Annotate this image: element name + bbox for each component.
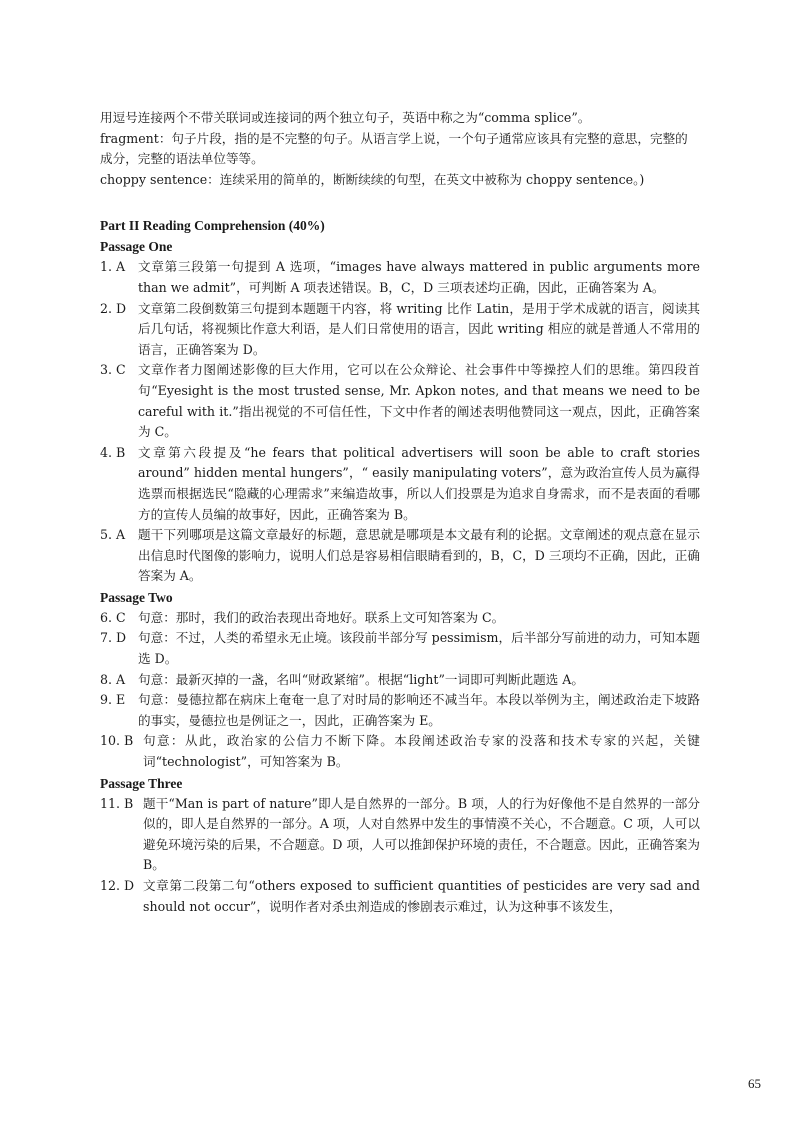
answer-explanation: 文章作者力图阐述影像的巨大作用，它可以在公众辩论、社会事件中等操控人们的思维。第四段首句“Eyesight is the most trusted sense, Mr. Apkon notes, and that means we need to be careful with it.”指出视觉的不可信任性，下文中作者的阐述表明他赞同这一观点，因此，正确答案为 C。	[138, 362, 700, 440]
answer-item	[100, 360, 700, 442]
answer-number: 12. D	[100, 878, 135, 893]
intro-line: 用逗号连接两个不带关联词或连接词的两个独立句子，英语中称之为“comma splice”。	[100, 110, 591, 125]
answer-item	[100, 670, 700, 691]
answer-explanation: 文章第二段倒数第三句提到本题题干内容，将 writing 比作 Latin，是用于学术成就的语言，阅读其后几句话，将视频比作意大利语，是人们日常使用的语言，因此 writing 相应的就是普通人不常用的语言，正确答案为 D。	[138, 300, 700, 357]
answer-number: 1. A	[100, 259, 126, 275]
answer-number: 5. A	[100, 527, 126, 543]
answer-item	[100, 608, 700, 629]
answer-explanation: 句意：曼德拉都在病床上奄奄一息了对时局的影响还不减当年。本段以举例为主，阐述政治走下坡路的事实，曼德拉也是例证之一，因此，正确答案为 E。	[138, 692, 700, 728]
page-number: 65	[748, 1076, 761, 1091]
answer-item	[100, 794, 700, 876]
answer-explanation: 题干“Man is part of nature”即人是自然界的一部分。B 项，人的行为好像他不是自然界的一部分似的，即人是自然界的一部分。A 项，人对自然界中发生的事情漠不关心，不合题意。C 项，人可以避免环境污染的后果，不合题意。D 项，人可以推卸保护环境的责任，不合题意。因此，正确答案为 B。	[143, 795, 700, 873]
answer-item	[100, 690, 700, 731]
answer-number: 6. C	[100, 609, 126, 625]
answer-number: 3. C	[100, 362, 126, 378]
answer-explanation: 文章第六段提及“he fears that political advertisers will soon be able to craft stories around” hidden mental hungers”，“ easily manipulating voters”，意为政治宣传人员为赢得选票而根据选民“隐藏的心理需求”来编造故事，所以人们投票是为追求自身需求，而不是表面的看哪方的宣传人员编的故事好，因此，正确答案为 B。	[138, 444, 700, 522]
passage-title: Passage Three	[100, 775, 183, 791]
intro-line: fragment：句子片段，指的是不完整的句子。从语言学上说，一个句子通常应该具有完整的意思，完整的成分，完整的语法单位等等。	[100, 130, 688, 167]
answer-explanation: 题干下列哪项是这篇文章最好的标题，意思就是哪项是本文最有利的论据。文章阐述的观点意在显示出信息时代图像的影响力，说明人们总是容易相信眼睛看到的，B，C，D 三项均不正确，因此，正确答案为 A。	[138, 527, 700, 584]
answer-item	[100, 731, 700, 772]
intro-line: choppy sentence：连续采用的简单的，断断续续的句型，在英文中被称为 choppy sentence。)	[100, 171, 645, 187]
page-content	[100, 108, 700, 917]
answer-item	[100, 628, 700, 669]
answer-number: 4. B	[100, 444, 126, 460]
answer-item	[100, 299, 700, 361]
answer-explanation: 句意：不过，人类的希望永无止境。该段前半部分写 pessimism，后半部分写前进的动力，可知本题选 D。	[138, 630, 701, 667]
answer-explanation: 句意：从此，政治家的公信力不断下降。本段阐述政治专家的没落和技术专家的兴起，关键词“technologist”，可知答案为 B。	[143, 733, 700, 770]
part-title: Part II Reading Comprehension (40%)	[100, 218, 325, 234]
answer-explanation: 句意：最新灭掉的一盏，名叫“财政紧缩”。根据“light”一词即可判断此题选 A。	[138, 671, 584, 687]
intro-notes	[100, 108, 700, 190]
answer-number: 11. B	[100, 795, 134, 811]
answer-explanation: 文章第三段第一句提到 A 选项，“images have always mattered in public arguments more than we admit”，可判断 A 项表述错误。B，C，D 三项表述均正确，因此，正确答案为 A。	[138, 259, 700, 295]
answer-item	[100, 443, 700, 525]
answer-item	[100, 876, 700, 917]
answer-number: 10. B	[100, 733, 134, 749]
answer-number: 7. D	[100, 630, 127, 646]
answer-number: 9. E	[100, 692, 126, 708]
answer-item	[100, 257, 700, 298]
passage-title: Passage One	[100, 239, 173, 255]
answer-explanation: 文章第二段第二句“others exposed to sufficient quantities of pesticides are very sad and should not occur”，说明作者对杀虫剂造成的惨剧表示难过，认为这种事不该发生，	[143, 878, 700, 914]
answer-item	[100, 525, 700, 587]
answer-explanation: 句意：那时，我们的政治表现出奇地好。联系上文可知答案为 C。	[138, 609, 505, 625]
answer-number: 8. A	[100, 671, 126, 687]
answer-number: 2. D	[100, 300, 127, 316]
passage-title: Passage Two	[100, 589, 173, 605]
